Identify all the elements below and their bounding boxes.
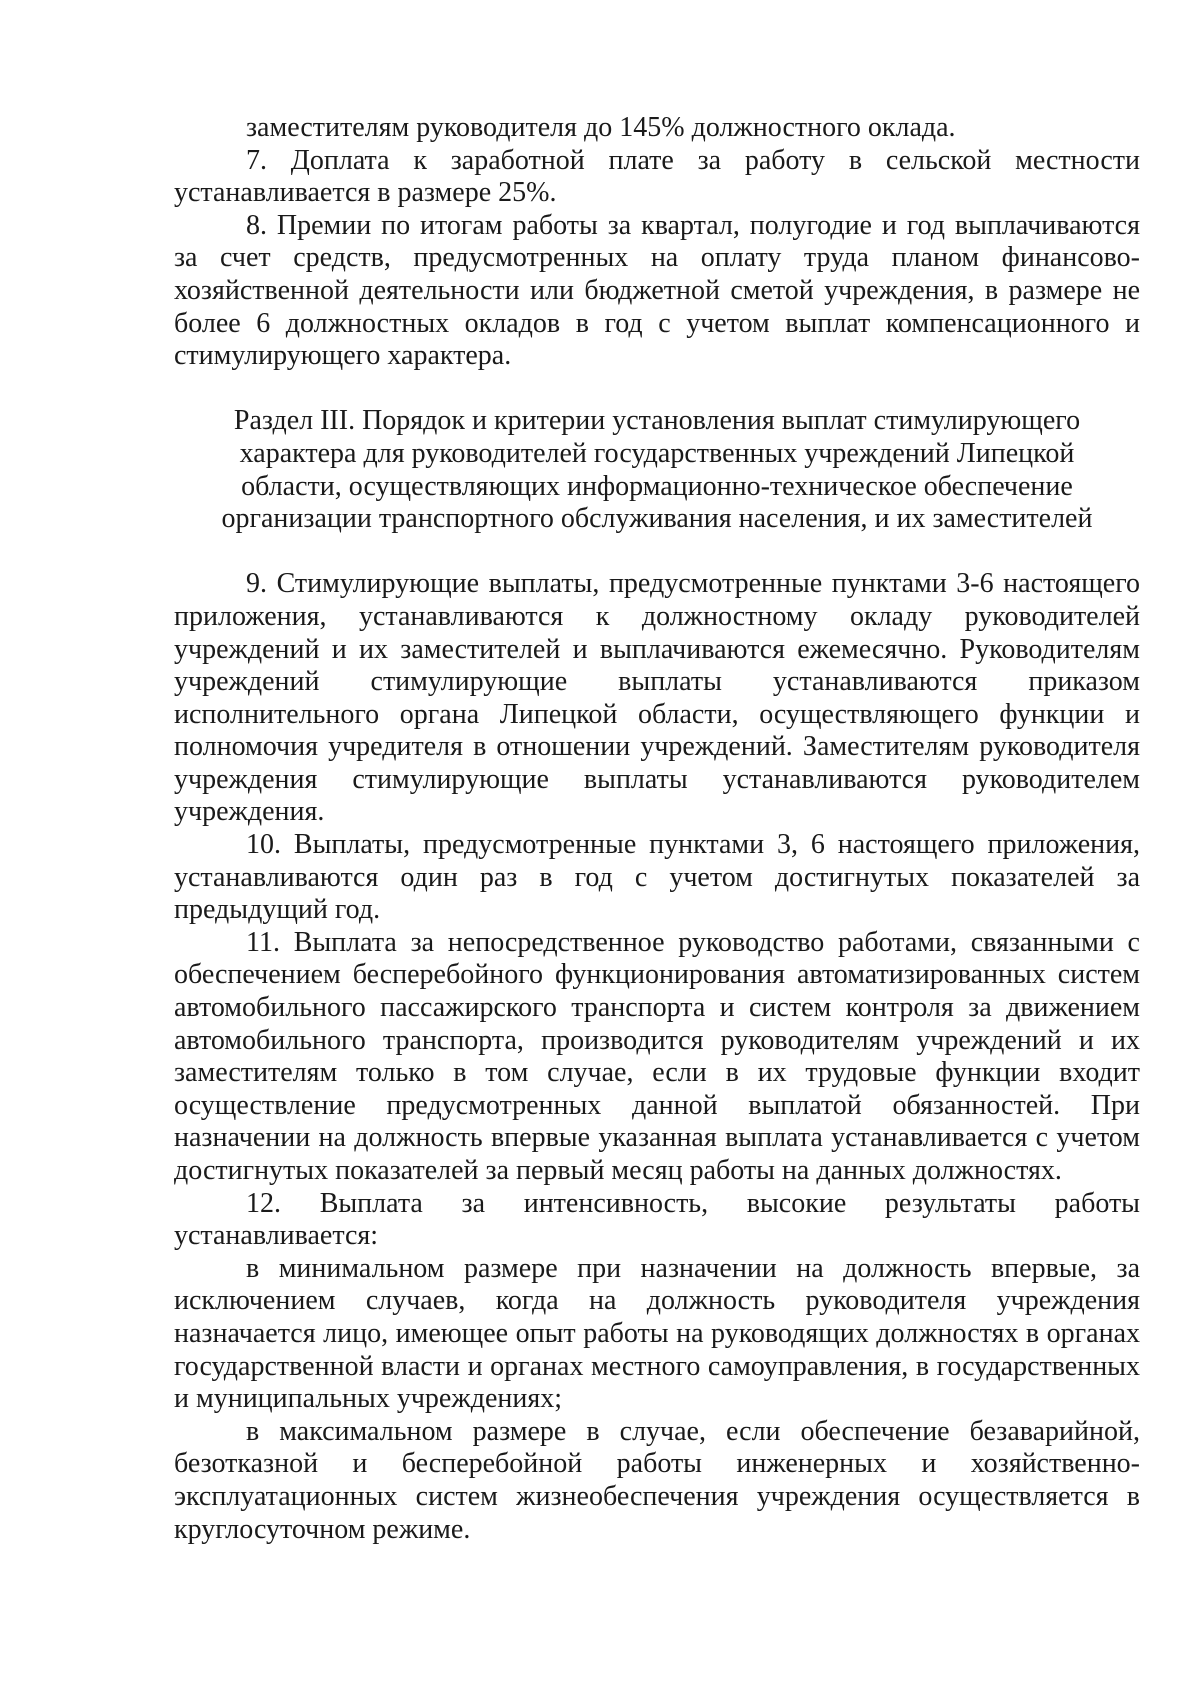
document-page — [174, 112, 1140, 1546]
paragraph-item-12-minimum: в минимальном размере при назначении на должность впервые, за исключением случаев, когда на должность руководителя учреждения назначается лицо, имеющее опыт работы на руководящих должностях в органах государственной власти и органах местного самоуправления, в государственных и муниципальных учреждениях; — [174, 1252, 1140, 1415]
spacer — [174, 373, 1140, 406]
paragraph-item-11: 11. Выплата за непосредственное руководство работами, связанными с обеспечением бесперебойного функционирования автоматизированных систем автомобильного пассажирского транспорта и систем контроля за движением автомобильного транспорта, производится руководителям учреждений и их заместителям только в том случае, если в их трудовые функции входит осуществление предусмотренных данной выплатой обязанностей. При назначении на должность впервые указанная выплата устанавливается с учетом достигнутых показателей за первый месяц работы на данных должностях. — [174, 926, 1140, 1186]
paragraph-item-7: 7. Доплата к заработной плате за работу в сельской местности устанавливается в размере 25%. — [174, 144, 1140, 209]
paragraph-item-10: 10. Выплаты, предусмотренные пунктами 3, 6 настоящего приложения, устанавливаются один раз в год с учетом достигнутых показателей за предыдущий год. — [174, 829, 1140, 926]
paragraph-item-8: 8. Премии по итогам работы за квартал, полугодие и год выплачиваются за счет средств, предусмотренных на оплату труда планом финансово-хозяйственной деятельности или бюджетной сметой учреждения, в размере не более 6 должностных окладов в год с учетом выплат компенсационного и стимулирующего характера. — [174, 209, 1140, 372]
paragraph-item-9: 9. Стимулирующие выплаты, предусмотренные пунктами 3-6 настоящего приложения, устанавливаются к должностному окладу руководителей учреждений и их заместителей и выплачиваются ежемесячно. Руководителям учреждений стимулирующие выплаты устанавливаются приказом исполнительного органа Липецкой области, осуществляющего функции и полномочия учредителя в отношении учреждений. Заместителям руководителя учреждения стимулирующие выплаты устанавливаются руководителем учреждения. — [174, 568, 1140, 828]
section-heading: Раздел III. Порядок и критерии установления выплат стимулирующего характера для руководителей государственных учреждений Липецкой области, осуществляющих информационно-техническое обеспечение организации транспортного обслуживания населения, и их заместителей — [221, 405, 1093, 535]
spacer — [174, 536, 1140, 569]
paragraph-item-12: 12. Выплата за интенсивность, высокие результаты работы устанавливается: — [174, 1187, 1140, 1252]
paragraph-item-12-maximum: в максимальном размере в случае, если обеспечение безаварийной, безотказной и бесперебойной работы инженерных и хозяйственно-эксплуатационных систем жизнеобеспечения учреждения осуществляется в круглосуточном режиме. — [174, 1415, 1140, 1545]
paragraph-continuation: заместителям руководителя до 145% должностного оклада. — [246, 112, 956, 143]
